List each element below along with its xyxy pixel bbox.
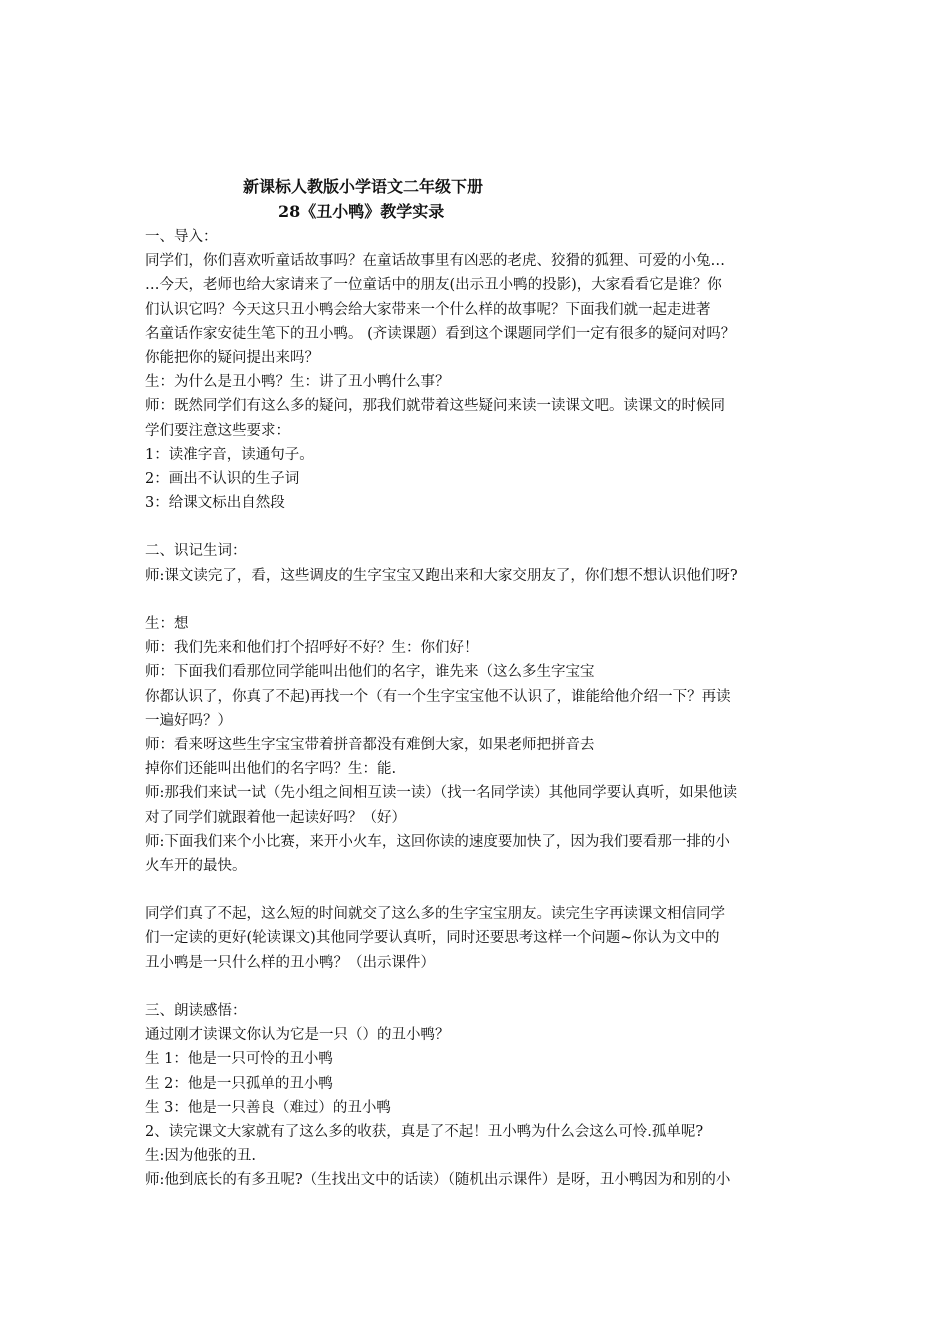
text-line: 你都认识了，你真了不起)再找一个（有一个生字宝宝他不认识了，谁能给他介绍一下？再读 bbox=[145, 688, 731, 705]
text-line: 生 2：他是一只孤单的丑小鸭 bbox=[145, 1075, 333, 1092]
blank-line bbox=[145, 975, 815, 999]
text-line: 师:课文读完了，看，这些调皮的生字宝宝又跑出来和大家交朋友了，你们想不想认识他们呀? bbox=[145, 567, 738, 584]
text-line: 师:下面我们来个小比赛，来开小火车，这回你读的速度要加快了，因为我们要看那一排的小 bbox=[145, 833, 730, 850]
document-title: 新课标人教版小学语文二年级下册 bbox=[243, 177, 484, 196]
text-line: 学们要注意这些要求： bbox=[145, 422, 290, 439]
text-line: 们一定读的更好(轮读课文)其他同学要认真听，同时还要思考这样一个问题~你认为文中的 bbox=[145, 930, 720, 947]
text-line: 3：给课文标出自然段 bbox=[145, 495, 285, 512]
text-line: 同学们真了不起，这么短的时间就交了这么多的生字宝宝朋友。读完生字再读课文相信同学 bbox=[145, 906, 725, 923]
document-body bbox=[145, 225, 815, 1193]
blank-line bbox=[145, 515, 815, 539]
text-line: 一、导入： bbox=[145, 229, 218, 245]
text-line: 师：我们先来和他们打个招呼好不好？生：你们好！ bbox=[145, 640, 479, 657]
text-line: 们认识它吗？今天这只丑小鸭会给大家带来一个什么样的故事呢？下面我们就一起走进著 bbox=[145, 301, 711, 318]
text-line: …今天，老师也给大家请来了一位童话中的朋友(出示丑小鸭的投影)，大家看看它是谁？你 bbox=[145, 277, 722, 294]
text-line: 生：想 bbox=[145, 616, 189, 632]
text-line: 2、读完课文大家就有了这么多的收获，真是了不起！丑小鸭为什么会这么可怜.孤单呢? bbox=[145, 1123, 704, 1140]
text-line: 2：画出不认识的生子词 bbox=[145, 470, 300, 487]
text-line: 生 3：他是一只善良（难过）的丑小鸭 bbox=[145, 1099, 391, 1116]
text-line: 二、识记生词： bbox=[145, 543, 247, 560]
text-line: 1：读准字音，读通句子。 bbox=[145, 446, 314, 463]
text-line: 通过刚才读课文你认为它是一只（）的丑小鸭？ bbox=[145, 1027, 450, 1044]
text-line: 师:那我们来试一试（先小组之间相互读一读）（找一名同学读）其他同学要认真听，如果他读 bbox=[145, 785, 738, 802]
text-line: 生:因为他张的丑. bbox=[145, 1148, 256, 1165]
text-line: 名童话作家安徒生笔下的丑小鸭。 (齐读课题）看到这个课题同学们一定有很多的疑问对吗？ bbox=[145, 325, 736, 342]
document-subtitle: 28《丑小鸭》教学实录 bbox=[278, 202, 445, 221]
text-line: 丑小鸭是一只什么样的丑小鸭？（出示课件） bbox=[145, 954, 435, 971]
text-line: 师:他到底长的有多丑呢?（生找出文中的话读）（随机出示课件）是呀，丑小鸭因为和别的小 bbox=[145, 1172, 731, 1189]
text-line: 掉你们还能叫出他们的名字吗？生：能. bbox=[145, 761, 397, 778]
text-line: 三、朗读感悟： bbox=[145, 1003, 247, 1019]
text-line: 生 1：他是一只可怜的丑小鸭 bbox=[145, 1051, 333, 1068]
text-line: 你能把你的疑问提出来吗？ bbox=[145, 349, 319, 366]
text-line: 同学们，你们喜欢听童话故事吗？在童话故事里有凶恶的老虎、狡猾的狐狸、可爱的小兔… bbox=[145, 253, 725, 270]
blank-line bbox=[145, 878, 815, 902]
text-line: 一遍好吗？） bbox=[145, 712, 232, 729]
text-line: 生：为什么是丑小鸭？生：讲了丑小鸭什么事？ bbox=[145, 374, 450, 391]
blank-line bbox=[145, 588, 815, 612]
text-line: 师：既然同学们有这么多的疑问，那我们就带着这些疑问来读一读课文吧。读课文的时候同 bbox=[145, 398, 725, 415]
text-line: 对了同学们就跟着他一起读好吗？（好） bbox=[145, 809, 406, 826]
text-line: 火车开的最快。 bbox=[145, 857, 247, 874]
text-line: 师：下面我们看那位同学能叫出他们的名字，谁先来（这么多生字宝宝 bbox=[145, 664, 595, 681]
text-line: 师：看来呀这些生字宝宝带着拼音都没有难倒大家，如果老师把拼音去 bbox=[145, 736, 595, 753]
